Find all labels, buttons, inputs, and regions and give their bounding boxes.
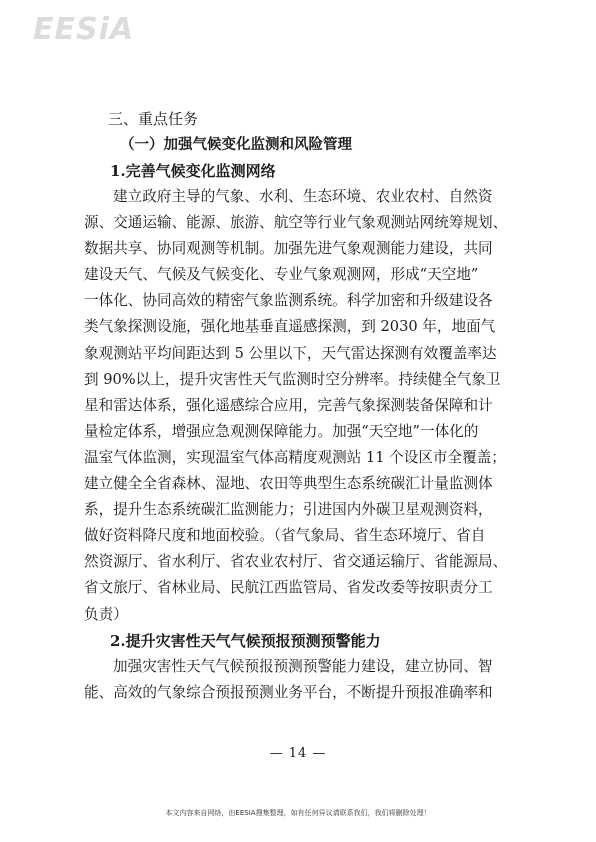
document-body [84, 106, 516, 706]
subsection-title: （一）加强气候变化监测和风险管理 [120, 136, 352, 153]
item1-paragraph [84, 184, 516, 628]
item2-title: 2.提升灾害性天气气候预报预测预警能力 [110, 631, 381, 650]
text-line: 做好资料降尺度和地面校验。（省气象局、省生态环境厅、省自 [84, 527, 486, 545]
page-number: — 14 — [269, 746, 327, 761]
text-line: 星和雷达体系，强化遥感综合应用，完善气象探测装备保障和计 [84, 396, 493, 414]
text-line: 象观测站平均间距达到 5 公里以下，天气雷达探测有效覆盖率达 [84, 344, 497, 362]
text-line: 建立健全全省森林、湿地、农田等典型生态系统碳汇计量监测体 [84, 475, 493, 493]
text-line: 建立政府主导的气象、水利、生态环境、农业农村、自然资 [113, 188, 493, 205]
item2-paragraph [84, 654, 516, 706]
text-line: 源、交通运输、能源、旅游、航空等行业气象观测站网统筹规划、 [84, 214, 508, 232]
text-line: 温室气体监测，实现温室气体高精度观测站 11 个设区市全覆盖； [84, 448, 506, 466]
text-line: 类气象探测设施，强化地基垂直遥感探测，到 2030 年，地面气 [84, 318, 496, 336]
text-line: 省文旅厅、省林业局、民航江西监管局、省发改委等按职责分工 [84, 579, 493, 597]
text-line: 加强灾害性天气气候预报预测预警能力建设，建立协同、智 [113, 657, 493, 675]
text-line: 数据共享、协同观测等机制。加强先进气象观测能力建设，共同 [84, 240, 493, 258]
section-title: 三、重点任务 [108, 110, 199, 128]
item1-title: 1.完善气候变化监测网络 [110, 162, 276, 180]
text-line: 到 90%以上，提升灾害性天气监测时空分辨率。持续健全气象卫 [84, 370, 501, 388]
text-line: 量检定体系，增强应急观测保障能力。加强“天空地”一体化的 [84, 422, 479, 440]
footer-disclaimer: 本文内容来自网络，由EESIA搜集整理，如有任何异议请联系我们，我们将删除处理！ [165, 809, 431, 817]
text-line: 建设天气、气候及气候变化、专业气象观测网，形成“天空地” [84, 266, 479, 284]
text-line: 一体化、协同高效的精密气象监测系统。科学加密和升级建设各 [84, 292, 493, 310]
text-line: 能、高效的气象综合预报预测业务平台，不断提升预报准确率和 [84, 683, 493, 701]
text-line: 系，提升生态系统碳汇监测能力；引进国内外碳卫星观测资料， [84, 501, 493, 519]
eesia-logo: EESiA [33, 12, 135, 47]
text-line: 负责） [84, 605, 128, 623]
text-line: 然资源厅、省水利厅、省农业农村厅、省交通运输厅、省能源局、 [84, 553, 508, 571]
